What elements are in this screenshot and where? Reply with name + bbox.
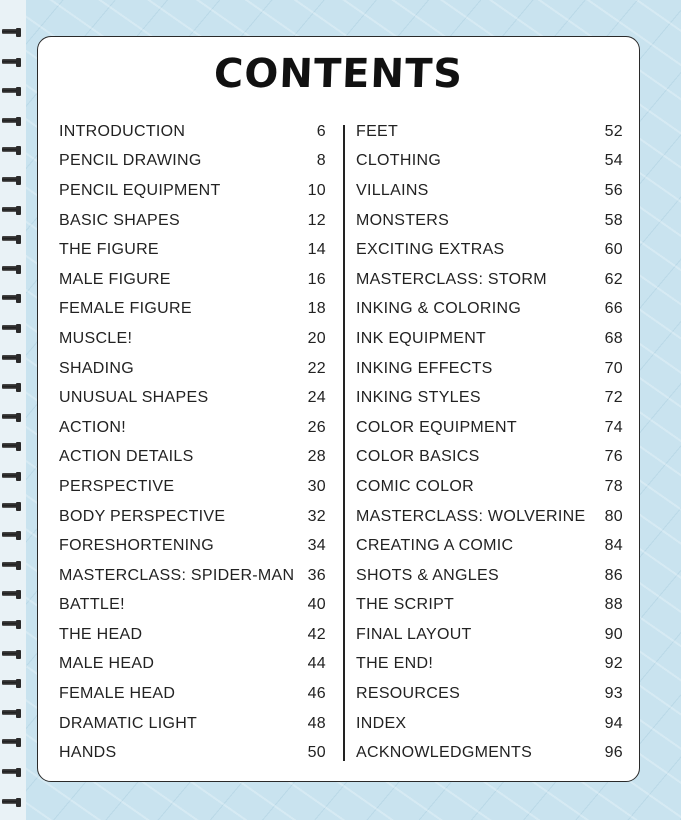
toc-entry-page: 72 [604,389,623,407]
toc-entry-label: THE FIGURE [59,241,159,259]
toc-entry[interactable] [59,383,326,413]
spiral-ring [2,650,22,660]
toc-entry-label: BODY PERSPECTIVE [59,507,226,525]
toc-entry-page: 68 [604,329,623,347]
toc-entry-page: 78 [604,477,623,495]
toc-entry[interactable] [356,354,623,384]
toc-entry-label: INKING STYLES [356,389,481,407]
toc-entry[interactable] [59,591,326,621]
toc-entry[interactable] [356,591,623,621]
toc-entry-page: 42 [307,625,326,643]
toc-entry-label: DRAMATIC LIGHT [59,714,198,732]
spiral-ring [2,768,22,778]
toc-entry-page: 62 [604,270,623,288]
toc-entry-page: 54 [604,152,623,170]
toc-entry-label: HANDS [59,744,117,762]
toc-entry-page: 76 [604,448,623,466]
column-divider [343,125,345,761]
toc-entry[interactable] [356,176,623,206]
toc-entry[interactable] [59,443,326,473]
toc-entry[interactable] [356,265,623,295]
toc-entry-label: MONSTERS [356,211,450,229]
toc-entry[interactable] [356,502,623,532]
toc-entry-page: 48 [307,714,326,732]
toc-entry[interactable] [356,531,623,561]
spiral-ring [2,620,22,630]
contents-left-column [59,117,326,768]
toc-entry[interactable] [59,472,326,502]
toc-entry[interactable] [59,650,326,680]
toc-entry-page: 90 [604,625,623,643]
toc-entry-label: INKING EFFECTS [356,359,493,377]
toc-entry-label: INKING & COLORING [356,300,522,318]
toc-entry[interactable] [59,679,326,709]
toc-entry-page: 46 [307,685,326,703]
spiral-ring [2,58,22,68]
toc-entry-page: 18 [307,300,326,318]
toc-entry-label: MALE HEAD [59,655,155,673]
spiral-ring [2,235,22,245]
toc-entry[interactable] [356,620,623,650]
toc-entry-page: 24 [307,389,326,407]
spiral-ring [2,531,22,541]
toc-entry[interactable] [59,354,326,384]
spiral-ring [2,442,22,452]
toc-entry[interactable] [59,265,326,295]
toc-entry-page: 36 [307,566,326,584]
toc-entry-page: 50 [307,744,326,762]
toc-entry-label: EXCITING EXTRAS [356,241,505,259]
toc-entry-label: MASTERCLASS: WOLVERINE [356,507,586,525]
spiral-ring [2,413,22,423]
toc-entry-label: FEET [356,122,399,140]
toc-entry-page: 14 [307,241,326,259]
toc-entry-label: PERSPECTIVE [59,477,175,495]
toc-entry[interactable] [59,413,326,443]
toc-entry-label: INDEX [356,714,407,732]
toc-entry[interactable] [59,324,326,354]
toc-entry[interactable] [59,295,326,325]
toc-entry[interactable] [59,176,326,206]
toc-entry-page: 32 [307,507,326,525]
toc-entry-page: 44 [307,655,326,673]
spiral-ring [2,324,22,334]
toc-entry-page: 8 [316,152,326,170]
toc-entry-label: MASTERCLASS: SPIDER-MAN [59,566,295,584]
spiral-ring [2,738,22,748]
toc-entry[interactable] [59,709,326,739]
toc-entry-label: PENCIL EQUIPMENT [59,181,221,199]
toc-entry[interactable] [356,147,623,177]
toc-entry[interactable] [356,413,623,443]
toc-entry[interactable] [59,147,326,177]
spiral-ring [2,206,22,216]
toc-entry-page: 52 [604,122,623,140]
toc-entry-page: 26 [307,418,326,436]
toc-entry-label: FEMALE HEAD [59,685,176,703]
toc-entry[interactable] [59,502,326,532]
toc-entry[interactable] [59,738,326,768]
toc-entry-label: FINAL LAYOUT [356,625,472,643]
spiral-ring [2,354,22,364]
spiral-ring [2,28,22,38]
toc-entry[interactable] [356,738,623,768]
toc-entry[interactable] [356,235,623,265]
toc-entry-label: CREATING A COMIC [356,537,514,555]
toc-entry-page: 34 [307,537,326,555]
toc-entry[interactable] [356,206,623,236]
toc-entry-label: THE HEAD [59,625,143,643]
toc-entry-label: VILLAINS [356,181,429,199]
toc-entry[interactable] [356,472,623,502]
toc-entry-page: 40 [307,596,326,614]
toc-entry-page: 80 [604,507,623,525]
toc-entry-page: 6 [316,122,326,140]
toc-entry-label: SHOTS & ANGLES [356,566,499,584]
toc-entry[interactable] [59,206,326,236]
spiral-ring [2,383,22,393]
page-title: CONTENTS [213,51,464,97]
toc-entry-label: THE END! [356,655,434,673]
toc-entry-label: FORESHORTENING [59,537,215,555]
spiral-ring [2,146,22,156]
toc-entry-label: INK EQUIPMENT [356,329,487,347]
toc-entry-page: 56 [604,181,623,199]
toc-entry-page: 60 [604,241,623,259]
toc-entry[interactable] [59,117,326,147]
toc-entry-label: COMIC COLOR [356,477,474,495]
toc-entry-page: 94 [604,714,623,732]
spiral-ring [2,561,22,571]
spiral-ring [2,472,22,482]
spiral-ring [2,590,22,600]
toc-entry-label: FEMALE FIGURE [59,300,192,318]
toc-entry[interactable] [59,561,326,591]
toc-entry-label: INTRODUCTION [59,122,186,140]
toc-entry-page: 86 [604,566,623,584]
toc-entry-page: 30 [307,477,326,495]
toc-entry-label: ACTION! [59,418,126,436]
toc-entry-label: CLOTHING [356,152,442,170]
toc-entry[interactable] [356,443,623,473]
toc-entry[interactable] [59,235,326,265]
toc-entry-page: 96 [604,744,623,762]
toc-entry-label: COLOR BASICS [356,448,480,466]
toc-entry-label: RESOURCES [356,685,461,703]
toc-entry-page: 20 [307,329,326,347]
toc-entry-page: 66 [604,300,623,318]
toc-entry-label: BASIC SHAPES [59,211,180,229]
toc-entry-page: 58 [604,211,623,229]
toc-entry-page: 10 [307,181,326,199]
spiral-ring [2,117,22,127]
spiral-ring [2,709,22,719]
spiral-ring [2,502,22,512]
spiral-ring [2,265,22,275]
toc-entry[interactable] [356,383,623,413]
spiral-ring [2,798,22,808]
toc-entry-page: 92 [604,655,623,673]
toc-entry-page: 93 [604,685,623,703]
toc-entry-label: MUSCLE! [59,329,133,347]
toc-entry-label: SHADING [59,359,134,377]
toc-entry-page: 16 [307,270,326,288]
toc-entry-page: 22 [307,359,326,377]
toc-entry[interactable] [356,650,623,680]
toc-entry[interactable] [356,709,623,739]
toc-entry-label: BATTLE! [59,596,125,614]
toc-entry-label: PENCIL DRAWING [59,152,202,170]
toc-entry-label: ACKNOWLEDGMENTS [356,744,533,762]
toc-entry-label: ACTION DETAILS [59,448,194,466]
spiral-ring [2,294,22,304]
toc-entry[interactable] [59,531,326,561]
toc-entry-page: 70 [604,359,623,377]
spiral-ring [2,679,22,689]
toc-entry-label: MALE FIGURE [59,270,171,288]
toc-entry[interactable] [356,324,623,354]
spiral-ring [2,87,22,97]
toc-entry[interactable] [356,679,623,709]
spiral-binding [0,0,26,820]
toc-entry-label: COLOR EQUIPMENT [356,418,517,436]
toc-entry[interactable] [356,295,623,325]
toc-entry[interactable] [356,117,623,147]
toc-entry[interactable] [59,620,326,650]
toc-entry-label: MASTERCLASS: STORM [356,270,547,288]
contents-right-column [356,117,623,768]
toc-entry-page: 28 [307,448,326,466]
toc-entry-page: 74 [604,418,623,436]
spiral-ring [2,176,22,186]
toc-entry-page: 88 [604,596,623,614]
toc-entry-label: THE SCRIPT [356,596,455,614]
toc-entry-page: 12 [307,211,326,229]
toc-entry-label: UNUSUAL SHAPES [59,389,209,407]
toc-entry[interactable] [356,561,623,591]
contents-card [37,36,640,782]
toc-entry-page: 84 [604,537,623,555]
